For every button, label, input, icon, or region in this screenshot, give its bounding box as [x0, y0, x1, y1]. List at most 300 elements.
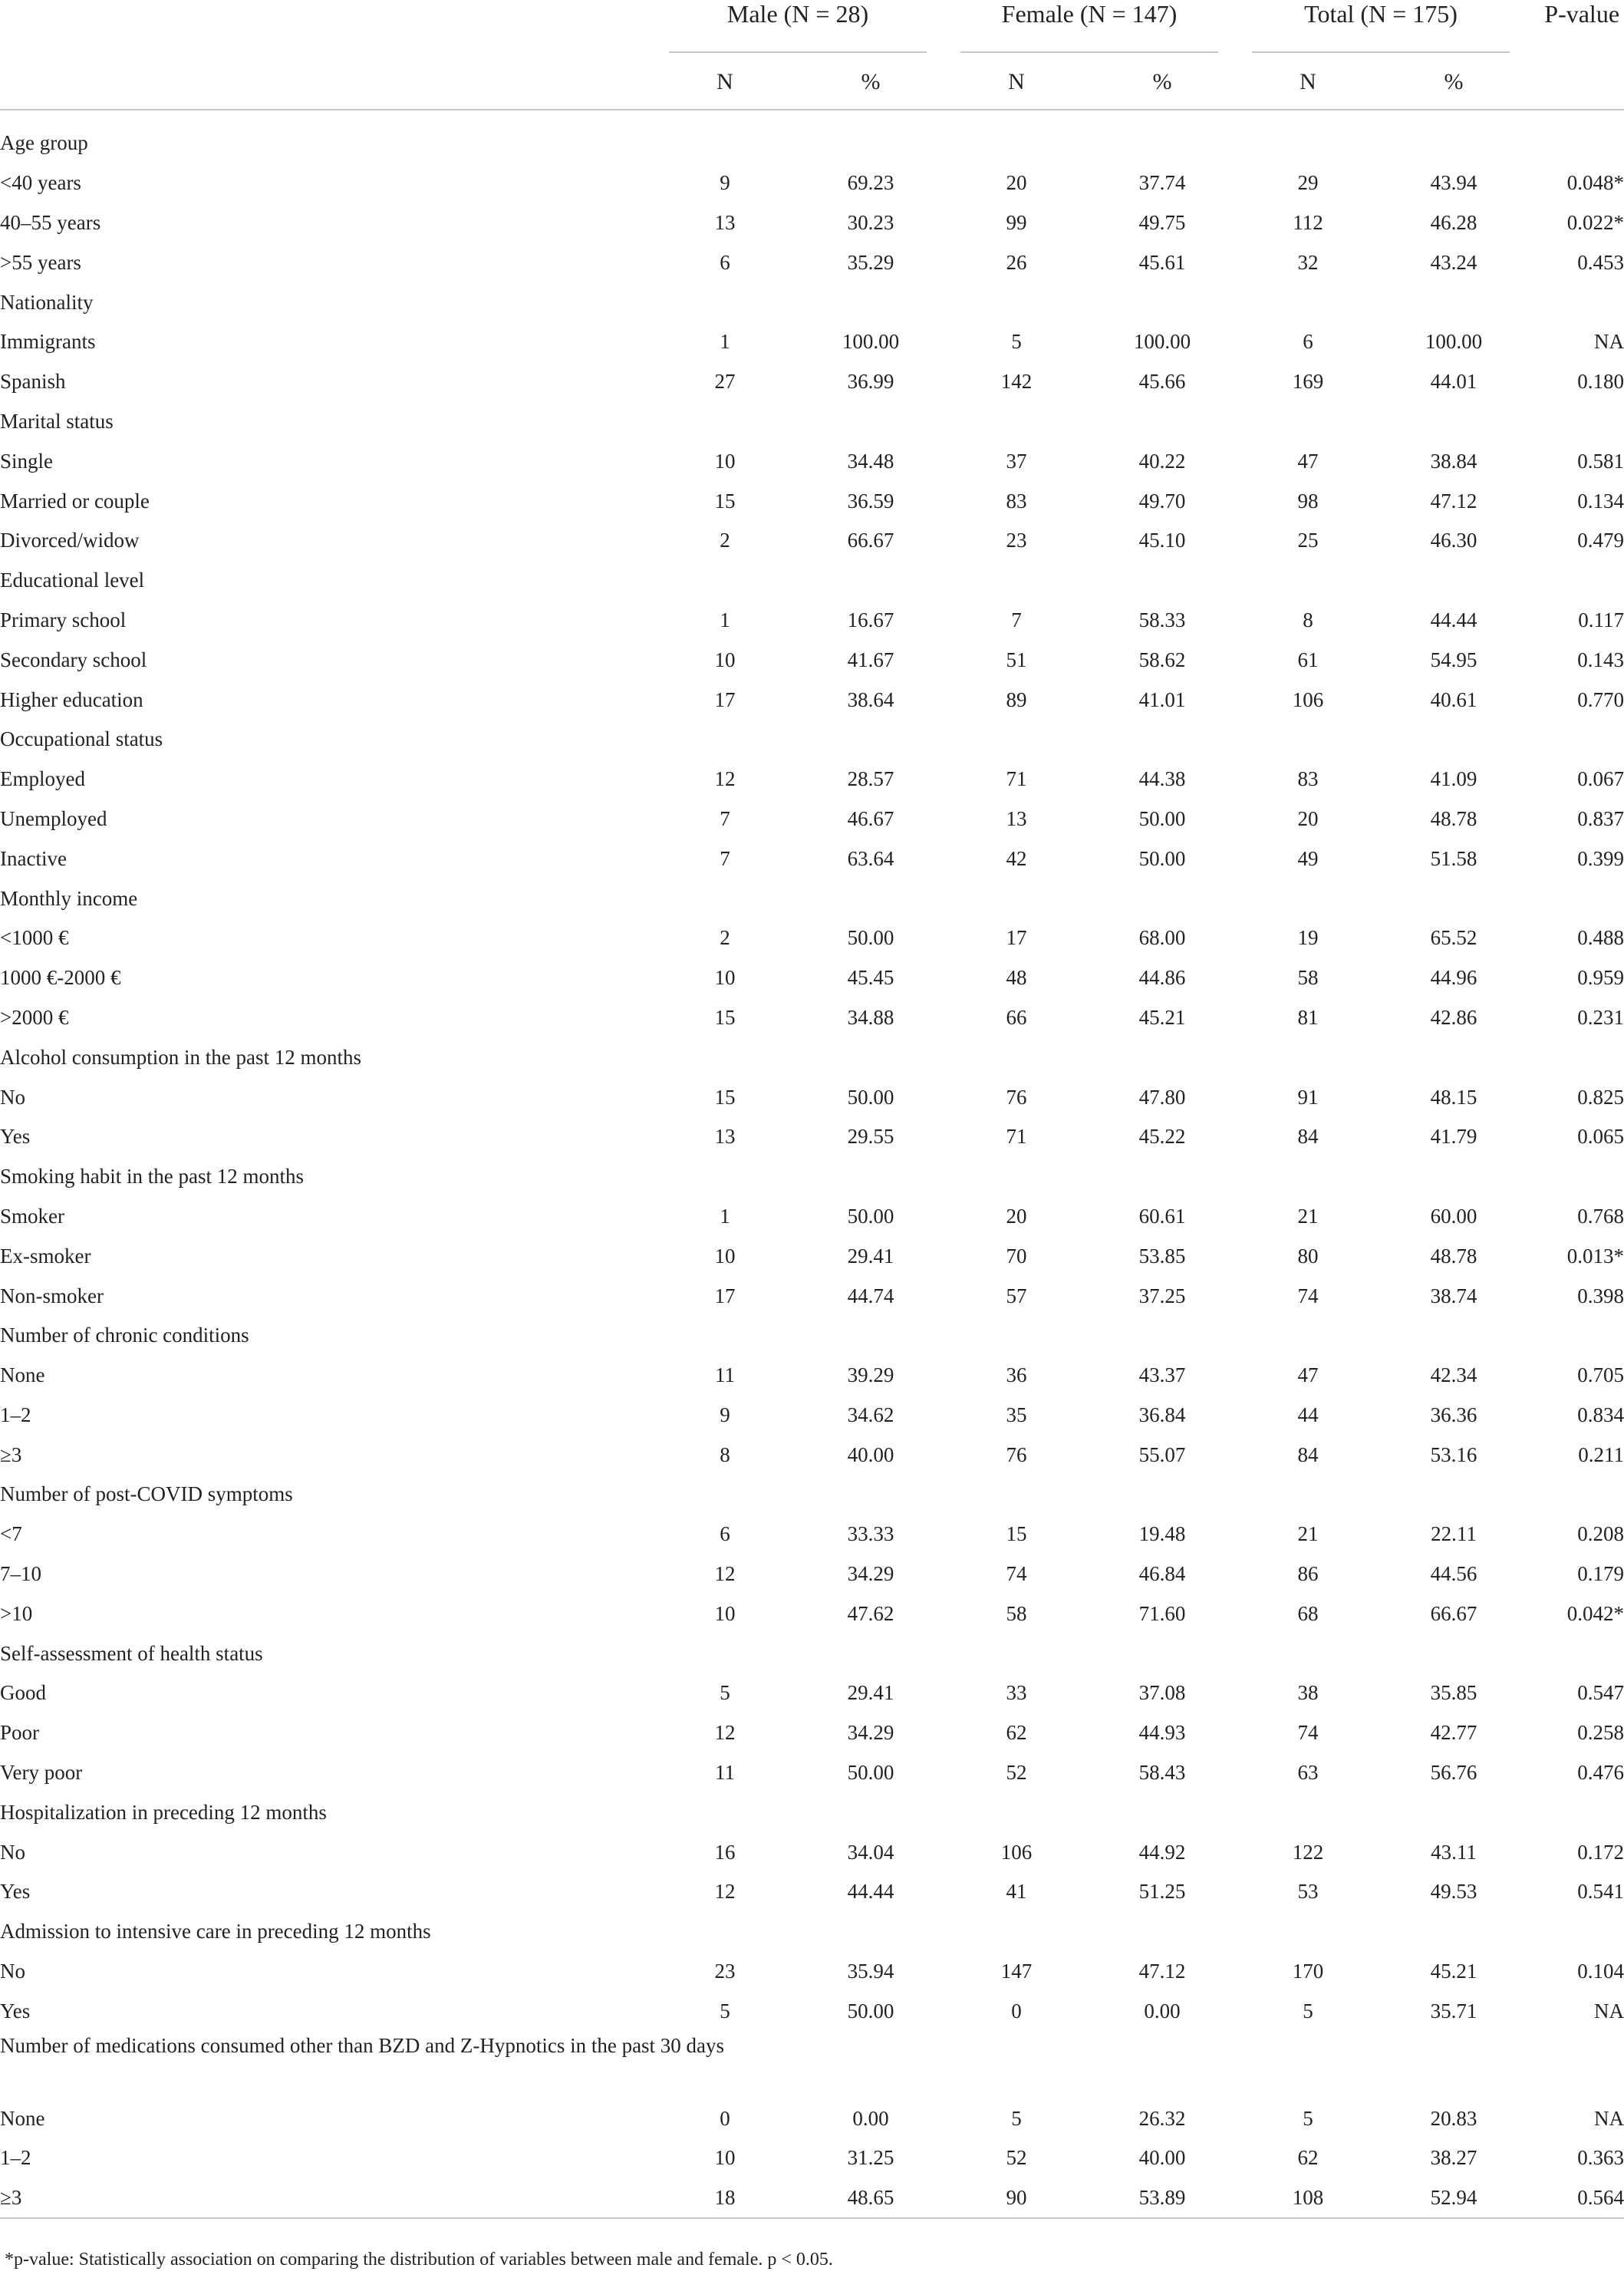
- male-pct-cell: 36.99: [847, 370, 894, 394]
- empty-cell: [798, 402, 944, 442]
- male-pct-cell: 30.23: [847, 210, 894, 234]
- total-n-cell: 47: [1297, 1363, 1319, 1387]
- section-label: Educational level: [0, 569, 145, 592]
- male-n-cell: 10: [714, 648, 736, 671]
- empty-cell: [652, 1037, 798, 1077]
- table-row: [0, 2178, 1624, 2218]
- table-row: [0, 1117, 1624, 1157]
- empty-cell: [1381, 1475, 1527, 1515]
- spacer-row: [0, 110, 1624, 124]
- female-n-cell: 52: [1006, 2146, 1027, 2170]
- empty-cell: [1527, 1037, 1624, 1077]
- male-pct-cell: 50.00: [847, 1761, 894, 1785]
- pvalue-cell: 0.959: [1577, 966, 1624, 990]
- total-pct-cell: 48.78: [1430, 806, 1477, 830]
- male-n-cell: 7: [720, 846, 730, 870]
- table-row: [0, 839, 1624, 879]
- row-label: 40–55 years: [0, 210, 101, 234]
- table-row: [0, 1276, 1624, 1316]
- empty-cell: [798, 1912, 944, 1952]
- empty-cell: [944, 1792, 1089, 1832]
- empty-cell: [1381, 282, 1527, 322]
- total-n-cell: 8: [1303, 608, 1313, 631]
- pvalue-cell: 0.825: [1577, 1085, 1624, 1109]
- subheader-blank: [0, 55, 652, 110]
- total-n-cell: 38: [1297, 1681, 1319, 1705]
- total-n-cell: 5: [1303, 1999, 1313, 2023]
- table-row: [0, 2098, 1624, 2138]
- female-pct-cell: 44.38: [1138, 767, 1186, 791]
- table-row: [0, 1991, 1624, 2031]
- male-n-cell: 1: [720, 330, 730, 354]
- empty-cell: [944, 124, 1089, 163]
- female-pct-cell: 68.00: [1138, 926, 1186, 950]
- empty-cell: [1527, 720, 1624, 760]
- header-total-label: Total (N = 175): [1304, 0, 1458, 28]
- female-pct-cell: 46.84: [1138, 1562, 1186, 1586]
- female-pct-cell: 53.89: [1089, 2178, 1235, 2218]
- total-pct-cell: 53.16: [1430, 1442, 1477, 1466]
- female-n-cell: 71: [1006, 767, 1027, 791]
- empty-cell: [944, 2031, 1089, 2098]
- section-row: [0, 1912, 1624, 1952]
- female-pct-cell: 51.25: [1138, 1880, 1186, 1904]
- section-label: Nationality: [0, 290, 94, 314]
- female-pct-cell: 47.80: [1138, 1085, 1186, 1109]
- male-n-cell: 17: [714, 687, 736, 711]
- total-n-cell: 63: [1297, 1761, 1319, 1785]
- total-pct-cell: 46.30: [1430, 529, 1477, 552]
- section-label: Number of medications consumed other than BZD and Z-Hypnotics in the past 30 days: [0, 2034, 725, 2058]
- total-n-cell: 106: [1292, 687, 1324, 711]
- male-pct-cell: 0.00: [852, 2106, 889, 2130]
- total-pct-cell: 45.21: [1430, 1960, 1477, 1983]
- pvalue-cell: 0.363: [1577, 2146, 1624, 2170]
- male-n-cell: 1: [720, 1204, 730, 1228]
- table-row: [0, 1077, 1624, 1117]
- total-pct-cell: 46.28: [1430, 210, 1477, 234]
- section-row: [0, 1475, 1624, 1515]
- male-n-cell: 10: [714, 966, 736, 990]
- male-n-cell: 13: [714, 1125, 736, 1149]
- subheader-male-pct: %: [798, 55, 944, 110]
- empty-cell: [1235, 1634, 1381, 1673]
- pvalue-cell: 0.067: [1577, 767, 1624, 791]
- total-n-cell: 58: [1297, 966, 1319, 990]
- empty-cell: [1381, 2031, 1527, 2098]
- empty-cell: [652, 879, 798, 918]
- total-n-cell: 81: [1297, 1005, 1319, 1029]
- total-pct-cell: 41.09: [1430, 767, 1477, 791]
- empty-cell: [1235, 561, 1381, 601]
- section-row: [0, 1037, 1624, 1077]
- section-row: [0, 2031, 1624, 2098]
- empty-cell: [944, 1037, 1089, 1077]
- male-pct-cell: 31.25: [847, 2146, 894, 2170]
- table-row: [0, 1396, 1624, 1436]
- subheader-female-pct: %: [1089, 55, 1235, 110]
- total-n-cell: 80: [1297, 1244, 1319, 1268]
- male-n-cell: 1: [720, 608, 730, 631]
- pvalue-cell: NA: [1594, 1999, 1624, 2023]
- female-pct-cell: 58.33: [1138, 608, 1186, 631]
- total-n-cell: 122: [1292, 1840, 1324, 1864]
- total-n-cell: 86: [1297, 1562, 1319, 1586]
- male-pct-cell: 50.00: [847, 1999, 894, 2023]
- male-pct-cell: 34.88: [847, 1005, 894, 1029]
- row-label: No: [0, 1840, 25, 1864]
- table-row: [0, 242, 1624, 282]
- pvalue-cell: 0.042*: [1566, 1601, 1624, 1625]
- male-n-cell: 5: [720, 1999, 730, 2023]
- total-n-cell: 6: [1303, 330, 1313, 354]
- pvalue-cell: 0.770: [1577, 687, 1624, 711]
- empty-cell: [1089, 1634, 1235, 1673]
- row-label: No: [0, 1085, 25, 1109]
- empty-cell: [1235, 720, 1381, 760]
- female-n-cell: 0: [1011, 1999, 1022, 2023]
- section-label: Marital status: [0, 409, 114, 433]
- male-n-cell: 5: [720, 1681, 730, 1705]
- male-pct-cell: 45.45: [847, 966, 894, 990]
- empty-cell: [1089, 1316, 1235, 1356]
- pvalue-cell: 0.834: [1577, 1403, 1624, 1426]
- pvalue-cell: 0.104: [1577, 1960, 1624, 1983]
- row-label: Very poor: [0, 1761, 83, 1785]
- total-pct-cell: 38.74: [1430, 1284, 1477, 1307]
- total-pct-cell: 47.12: [1430, 489, 1477, 513]
- total-pct-cell: 42.86: [1430, 1005, 1477, 1029]
- pvalue-cell: 0.180: [1577, 370, 1624, 394]
- pvalue-cell: 0.705: [1577, 1363, 1624, 1387]
- male-pct-cell: 34.29: [847, 1721, 894, 1745]
- header-male: [652, 0, 944, 55]
- pvalue-cell: 0.211: [1578, 1442, 1624, 1466]
- male-pct-cell: 38.64: [847, 687, 894, 711]
- total-pct-cell: 51.58: [1430, 846, 1477, 870]
- male-pct-cell: 33.33: [847, 1522, 894, 1546]
- total-pct-cell: 43.11: [1431, 1840, 1477, 1864]
- female-n-cell: 20: [1006, 171, 1027, 195]
- female-pct-cell: 49.70: [1138, 489, 1186, 513]
- table-row: [0, 481, 1624, 521]
- table-row: [0, 760, 1624, 799]
- empty-cell: [1381, 1912, 1527, 1952]
- total-pct-cell: 43.94: [1430, 171, 1477, 195]
- total-n-cell: 53: [1297, 1880, 1319, 1904]
- female-pct-cell: 19.48: [1138, 1522, 1186, 1546]
- row-label: <7: [0, 1522, 22, 1546]
- header-pvalue-label: P-value: [1544, 0, 1620, 28]
- female-pct-cell: 49.75: [1138, 210, 1186, 234]
- pvalue-cell: 0.479: [1577, 529, 1624, 552]
- row-label: <1000 €: [0, 926, 69, 950]
- pvalue-cell: 0.453: [1577, 250, 1624, 274]
- row-label: 1–2: [0, 1403, 31, 1426]
- female-pct-cell: 0.00: [1144, 1999, 1181, 2023]
- empty-cell: [1527, 561, 1624, 601]
- subheader-female-n: N: [944, 55, 1089, 110]
- section-row: [0, 879, 1624, 918]
- female-pct-cell: 26.32: [1138, 2106, 1186, 2130]
- female-n-cell: 99: [1006, 210, 1027, 234]
- female-n-cell: 15: [1006, 1522, 1027, 1546]
- total-n-cell: 84: [1297, 1125, 1319, 1149]
- empty-cell: [1089, 282, 1235, 322]
- total-n-cell: 112: [1293, 210, 1323, 234]
- row-label: Good: [0, 1681, 46, 1705]
- table-row: [0, 1872, 1624, 1912]
- male-pct-cell: 50.00: [847, 926, 894, 950]
- section-label: Number of post-COVID symptoms: [0, 1482, 293, 1506]
- row-label: Yes: [0, 1880, 31, 1904]
- table-row: [0, 1515, 1624, 1554]
- male-pct-cell: 16.67: [847, 608, 894, 631]
- female-n-cell: 83: [1006, 489, 1027, 513]
- female-pct-cell: 45.61: [1138, 250, 1186, 274]
- female-n-cell: 76: [1006, 1085, 1027, 1109]
- empty-cell: [798, 720, 944, 760]
- empty-cell: [1089, 402, 1235, 442]
- empty-cell: [652, 1475, 798, 1515]
- section-row: [0, 561, 1624, 601]
- footnote-text: *p-value: Statistically association on comparing the distribution of variables between male and female. p < 0.05.: [5, 2250, 833, 2270]
- empty-cell: [1235, 879, 1381, 918]
- total-n-cell: 21: [1297, 1522, 1319, 1546]
- row-label: ≥3: [0, 2178, 652, 2218]
- male-n-cell: 0: [720, 2106, 730, 2130]
- male-n-cell: 6: [720, 1522, 730, 1546]
- total-pct-cell: 22.11: [1431, 1522, 1477, 1546]
- pvalue-cell: NA: [1594, 330, 1624, 354]
- empty-cell: [1527, 1912, 1624, 1952]
- empty-cell: [1527, 1475, 1624, 1515]
- section-row: [0, 1157, 1624, 1197]
- empty-cell: [1527, 2031, 1624, 2098]
- total-n-cell: 74: [1297, 1284, 1319, 1307]
- female-pct-cell: 47.12: [1138, 1960, 1186, 1983]
- empty-cell: [944, 282, 1089, 322]
- empty-cell: [1089, 1792, 1235, 1832]
- table-row: [0, 1356, 1624, 1396]
- row-label: Yes: [0, 1999, 31, 2023]
- empty-cell: [944, 402, 1089, 442]
- empty-cell: [1089, 561, 1235, 601]
- table-row: [0, 998, 1624, 1038]
- row-label: >2000 €: [0, 1005, 69, 1029]
- header-row-subcols: [0, 55, 1624, 110]
- male-n-cell: 8: [720, 1442, 730, 1466]
- table-row: [0, 1594, 1624, 1634]
- empty-cell: [652, 720, 798, 760]
- female-n-cell: 57: [1006, 1284, 1027, 1307]
- female-pct-cell: 40.00: [1138, 2146, 1186, 2170]
- total-n-cell: 108: [1235, 2178, 1381, 2218]
- total-pct-cell: 41.79: [1430, 1125, 1477, 1149]
- male-pct-cell: 34.62: [847, 1403, 894, 1426]
- male-pct-cell: 66.67: [847, 529, 894, 552]
- total-pct-cell: 60.00: [1430, 1204, 1477, 1228]
- empty-cell: [1089, 1475, 1235, 1515]
- row-label: >10: [0, 1601, 33, 1625]
- female-pct-cell: 44.86: [1138, 966, 1186, 990]
- empty-cell: [798, 124, 944, 163]
- pvalue-cell: 0.547: [1577, 1681, 1624, 1705]
- table-row: [0, 918, 1624, 958]
- row-label: Higher education: [0, 687, 143, 711]
- empty-cell: [1527, 124, 1624, 163]
- row-label: Immigrants: [0, 330, 96, 354]
- total-pct-cell: 20.83: [1430, 2106, 1477, 2130]
- female-pct-cell: 44.93: [1138, 1721, 1186, 1745]
- female-n-cell: 106: [1000, 1840, 1033, 1864]
- table-row: [0, 958, 1624, 998]
- section-row: [0, 1634, 1624, 1673]
- female-pct-cell: 58.43: [1138, 1761, 1186, 1785]
- total-n-cell: 74: [1297, 1721, 1319, 1745]
- female-pct-cell: 45.66: [1138, 370, 1186, 394]
- table-body: [0, 110, 1624, 2218]
- total-n-cell: 98: [1297, 489, 1319, 513]
- empty-cell: [798, 561, 944, 601]
- male-pct-cell: 34.48: [847, 449, 894, 473]
- male-n-cell: 11: [715, 1363, 735, 1387]
- pvalue-cell: 0.208: [1577, 1522, 1624, 1546]
- female-pct-cell: 45.22: [1138, 1125, 1186, 1149]
- male-n-cell: 7: [720, 806, 730, 830]
- female-n-cell: 5: [1011, 330, 1022, 354]
- female-pct-cell: 37.74: [1138, 171, 1186, 195]
- table-row: [0, 601, 1624, 641]
- row-label: 1–2: [0, 2146, 31, 2170]
- section-label: Alcohol consumption in the past 12 months: [0, 1045, 361, 1069]
- female-n-cell: 35: [1006, 1403, 1027, 1426]
- empty-cell: [1381, 402, 1527, 442]
- male-pct-cell: 50.00: [847, 1204, 894, 1228]
- total-n-cell: 19: [1297, 926, 1319, 950]
- row-label: Spanish: [0, 370, 66, 394]
- female-n-cell: 13: [1006, 806, 1027, 830]
- table-row: [0, 1952, 1624, 1992]
- female-pct-cell: 58.62: [1138, 648, 1186, 671]
- male-pct-cell: 48.65: [798, 2178, 944, 2218]
- pvalue-cell: 0.048*: [1566, 171, 1624, 195]
- female-n-cell: 36: [1006, 1363, 1027, 1387]
- empty-cell: [1527, 282, 1624, 322]
- total-n-cell: 61: [1297, 648, 1319, 671]
- male-n-cell: 18: [652, 2178, 798, 2218]
- total-pct-cell: 35.71: [1430, 1999, 1477, 2023]
- row-label: Inactive: [0, 846, 67, 870]
- row-label: ≥3: [0, 1442, 22, 1466]
- female-n-cell: 7: [1011, 608, 1022, 631]
- male-n-cell: 9: [720, 1403, 730, 1426]
- male-n-cell: 10: [714, 2146, 736, 2170]
- empty-cell: [944, 561, 1089, 601]
- empty-cell: [1235, 1912, 1381, 1952]
- table-row: [0, 441, 1624, 481]
- section-label: Self-assessment of health status: [0, 1641, 263, 1665]
- table-row: [0, 2138, 1624, 2178]
- female-pct-cell: 71.60: [1138, 1601, 1186, 1625]
- row-label: Single: [0, 449, 54, 473]
- male-n-cell: 12: [714, 767, 736, 791]
- total-pct-cell: 36.36: [1430, 1403, 1477, 1426]
- female-n-cell: 58: [1006, 1601, 1027, 1625]
- empty-cell: [1089, 1157, 1235, 1197]
- total-n-cell: 83: [1297, 767, 1319, 791]
- empty-cell: [652, 561, 798, 601]
- male-n-cell: 10: [714, 1244, 736, 1268]
- pvalue-cell: 0.134: [1577, 489, 1624, 513]
- male-pct-cell: 35.94: [847, 1960, 894, 1983]
- empty-cell: [1089, 1912, 1235, 1952]
- empty-cell: [1235, 1157, 1381, 1197]
- female-pct-cell: 44.92: [1138, 1840, 1186, 1864]
- section-label: Admission to intensive care in preceding 12 months: [0, 1920, 431, 1943]
- female-pct-cell: 43.37: [1138, 1363, 1186, 1387]
- total-pct-cell: 100.00: [1425, 330, 1483, 354]
- section-row: [0, 1792, 1624, 1832]
- pvalue-cell: 0.065: [1577, 1125, 1624, 1149]
- female-n-cell: 66: [1006, 1005, 1027, 1029]
- row-label: Employed: [0, 767, 85, 791]
- pvalue-cell: 0.564: [1527, 2178, 1624, 2218]
- empty-cell: [1381, 1037, 1527, 1077]
- female-pct-cell: 45.10: [1138, 529, 1186, 552]
- total-pct-cell: 38.84: [1430, 449, 1477, 473]
- female-pct-cell: 50.00: [1138, 846, 1186, 870]
- empty-cell: [944, 1157, 1089, 1197]
- section-label: Monthly income: [0, 886, 138, 910]
- empty-cell: [652, 1157, 798, 1197]
- empty-cell: [1235, 1037, 1381, 1077]
- pvalue-cell: 0.117: [1578, 608, 1624, 631]
- empty-cell: [652, 124, 798, 163]
- empty-cell: [652, 1792, 798, 1832]
- total-pct-cell: 65.52: [1430, 926, 1477, 950]
- total-pct-cell: 44.56: [1430, 1562, 1477, 1586]
- empty-cell: [1527, 1634, 1624, 1673]
- empty-cell: [798, 1316, 944, 1356]
- section-label: Occupational status: [0, 727, 163, 751]
- subheader-pvalue-blank: [1527, 55, 1624, 110]
- row-label: 7–10: [0, 1562, 41, 1586]
- row-label: Married or couple: [0, 489, 150, 513]
- empty-cell: [798, 1792, 944, 1832]
- empty-cell: [798, 2031, 944, 2098]
- empty-cell: [1089, 879, 1235, 918]
- empty-cell: [944, 879, 1089, 918]
- section-row: [0, 720, 1624, 760]
- female-n-cell: 51: [1006, 648, 1027, 671]
- total-n-cell: 44: [1297, 1403, 1319, 1426]
- total-pct-cell: 49.53: [1430, 1880, 1477, 1904]
- table-row: [0, 521, 1624, 561]
- empty-cell: [652, 1634, 798, 1673]
- female-pct-cell: 60.61: [1138, 1204, 1186, 1228]
- table-row: [0, 640, 1624, 680]
- row-label: Poor: [0, 1721, 40, 1745]
- row-label: Ex-smoker: [0, 1244, 91, 1268]
- female-n-cell: 23: [1006, 529, 1027, 552]
- table-row: [0, 799, 1624, 839]
- row-label: Non-smoker: [0, 1284, 104, 1307]
- female-n-cell: 76: [1006, 1442, 1027, 1466]
- female-n-cell: 71: [1006, 1125, 1027, 1149]
- table-row: [0, 1753, 1624, 1793]
- pvalue-cell: 0.398: [1577, 1284, 1624, 1307]
